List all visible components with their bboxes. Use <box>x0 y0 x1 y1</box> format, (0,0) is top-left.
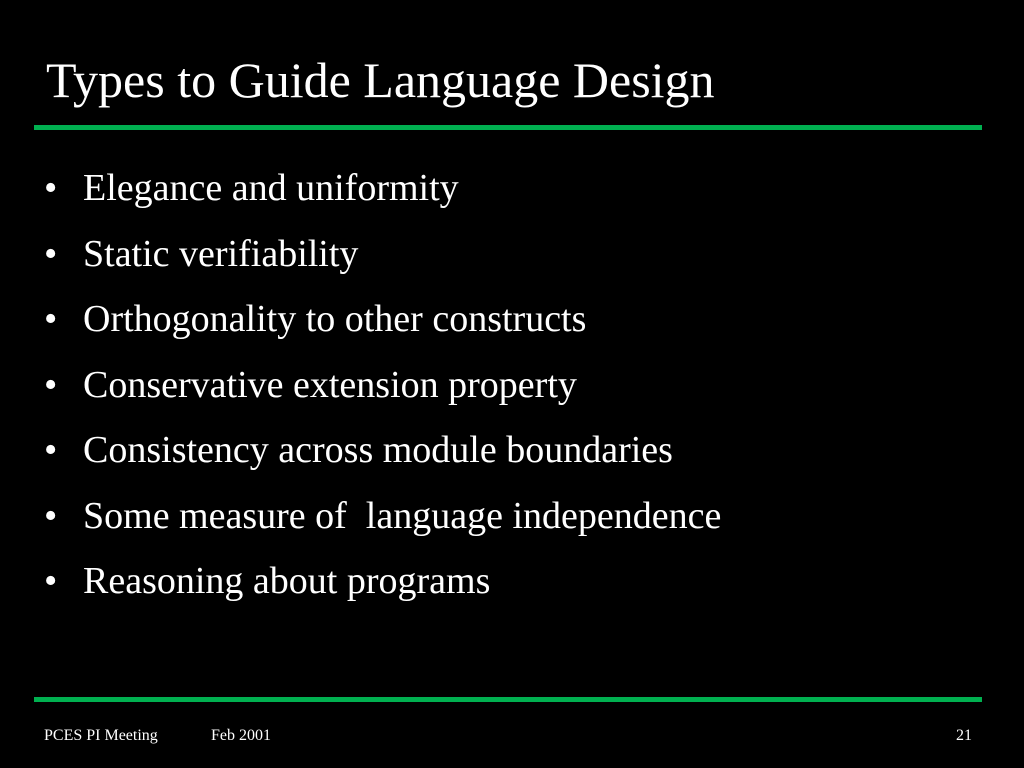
slide-title: Types to Guide Language Design <box>46 52 715 108</box>
footer-divider <box>34 697 982 702</box>
bullet-text: Conservative extension property <box>83 363 577 406</box>
bullet-text: Some measure of language independence <box>83 494 722 537</box>
bullet-item <box>44 360 721 426</box>
bullet-text: Reasoning about programs <box>83 560 491 602</box>
bullet-item <box>44 491 721 557</box>
bullet-text: Orthogonality to other constructs <box>83 298 587 340</box>
bullet-dot-icon: • <box>44 560 58 602</box>
bullet-dot-icon: • <box>44 232 58 275</box>
bullet-text: Static verifiability <box>83 232 359 275</box>
footer-date: Feb 2001 <box>211 727 271 744</box>
title-divider <box>34 125 982 130</box>
bullet-text: Consistency across module boundaries <box>83 429 673 471</box>
bullet-dot-icon: • <box>44 167 58 209</box>
bullet-item <box>44 229 721 295</box>
bullet-item <box>44 425 721 491</box>
bullet-dot-icon: • <box>44 363 58 406</box>
bullet-item <box>44 556 721 622</box>
bullet-text: Elegance and uniformity <box>83 167 459 209</box>
footer-event: PCES PI Meeting <box>44 727 158 744</box>
bullet-item <box>44 163 721 229</box>
slide-number: 21 <box>956 727 972 744</box>
bullet-list <box>44 163 721 622</box>
bullet-dot-icon: • <box>44 298 58 340</box>
bullet-item <box>44 294 721 360</box>
bullet-dot-icon: • <box>44 494 58 537</box>
bullet-dot-icon: • <box>44 429 58 471</box>
